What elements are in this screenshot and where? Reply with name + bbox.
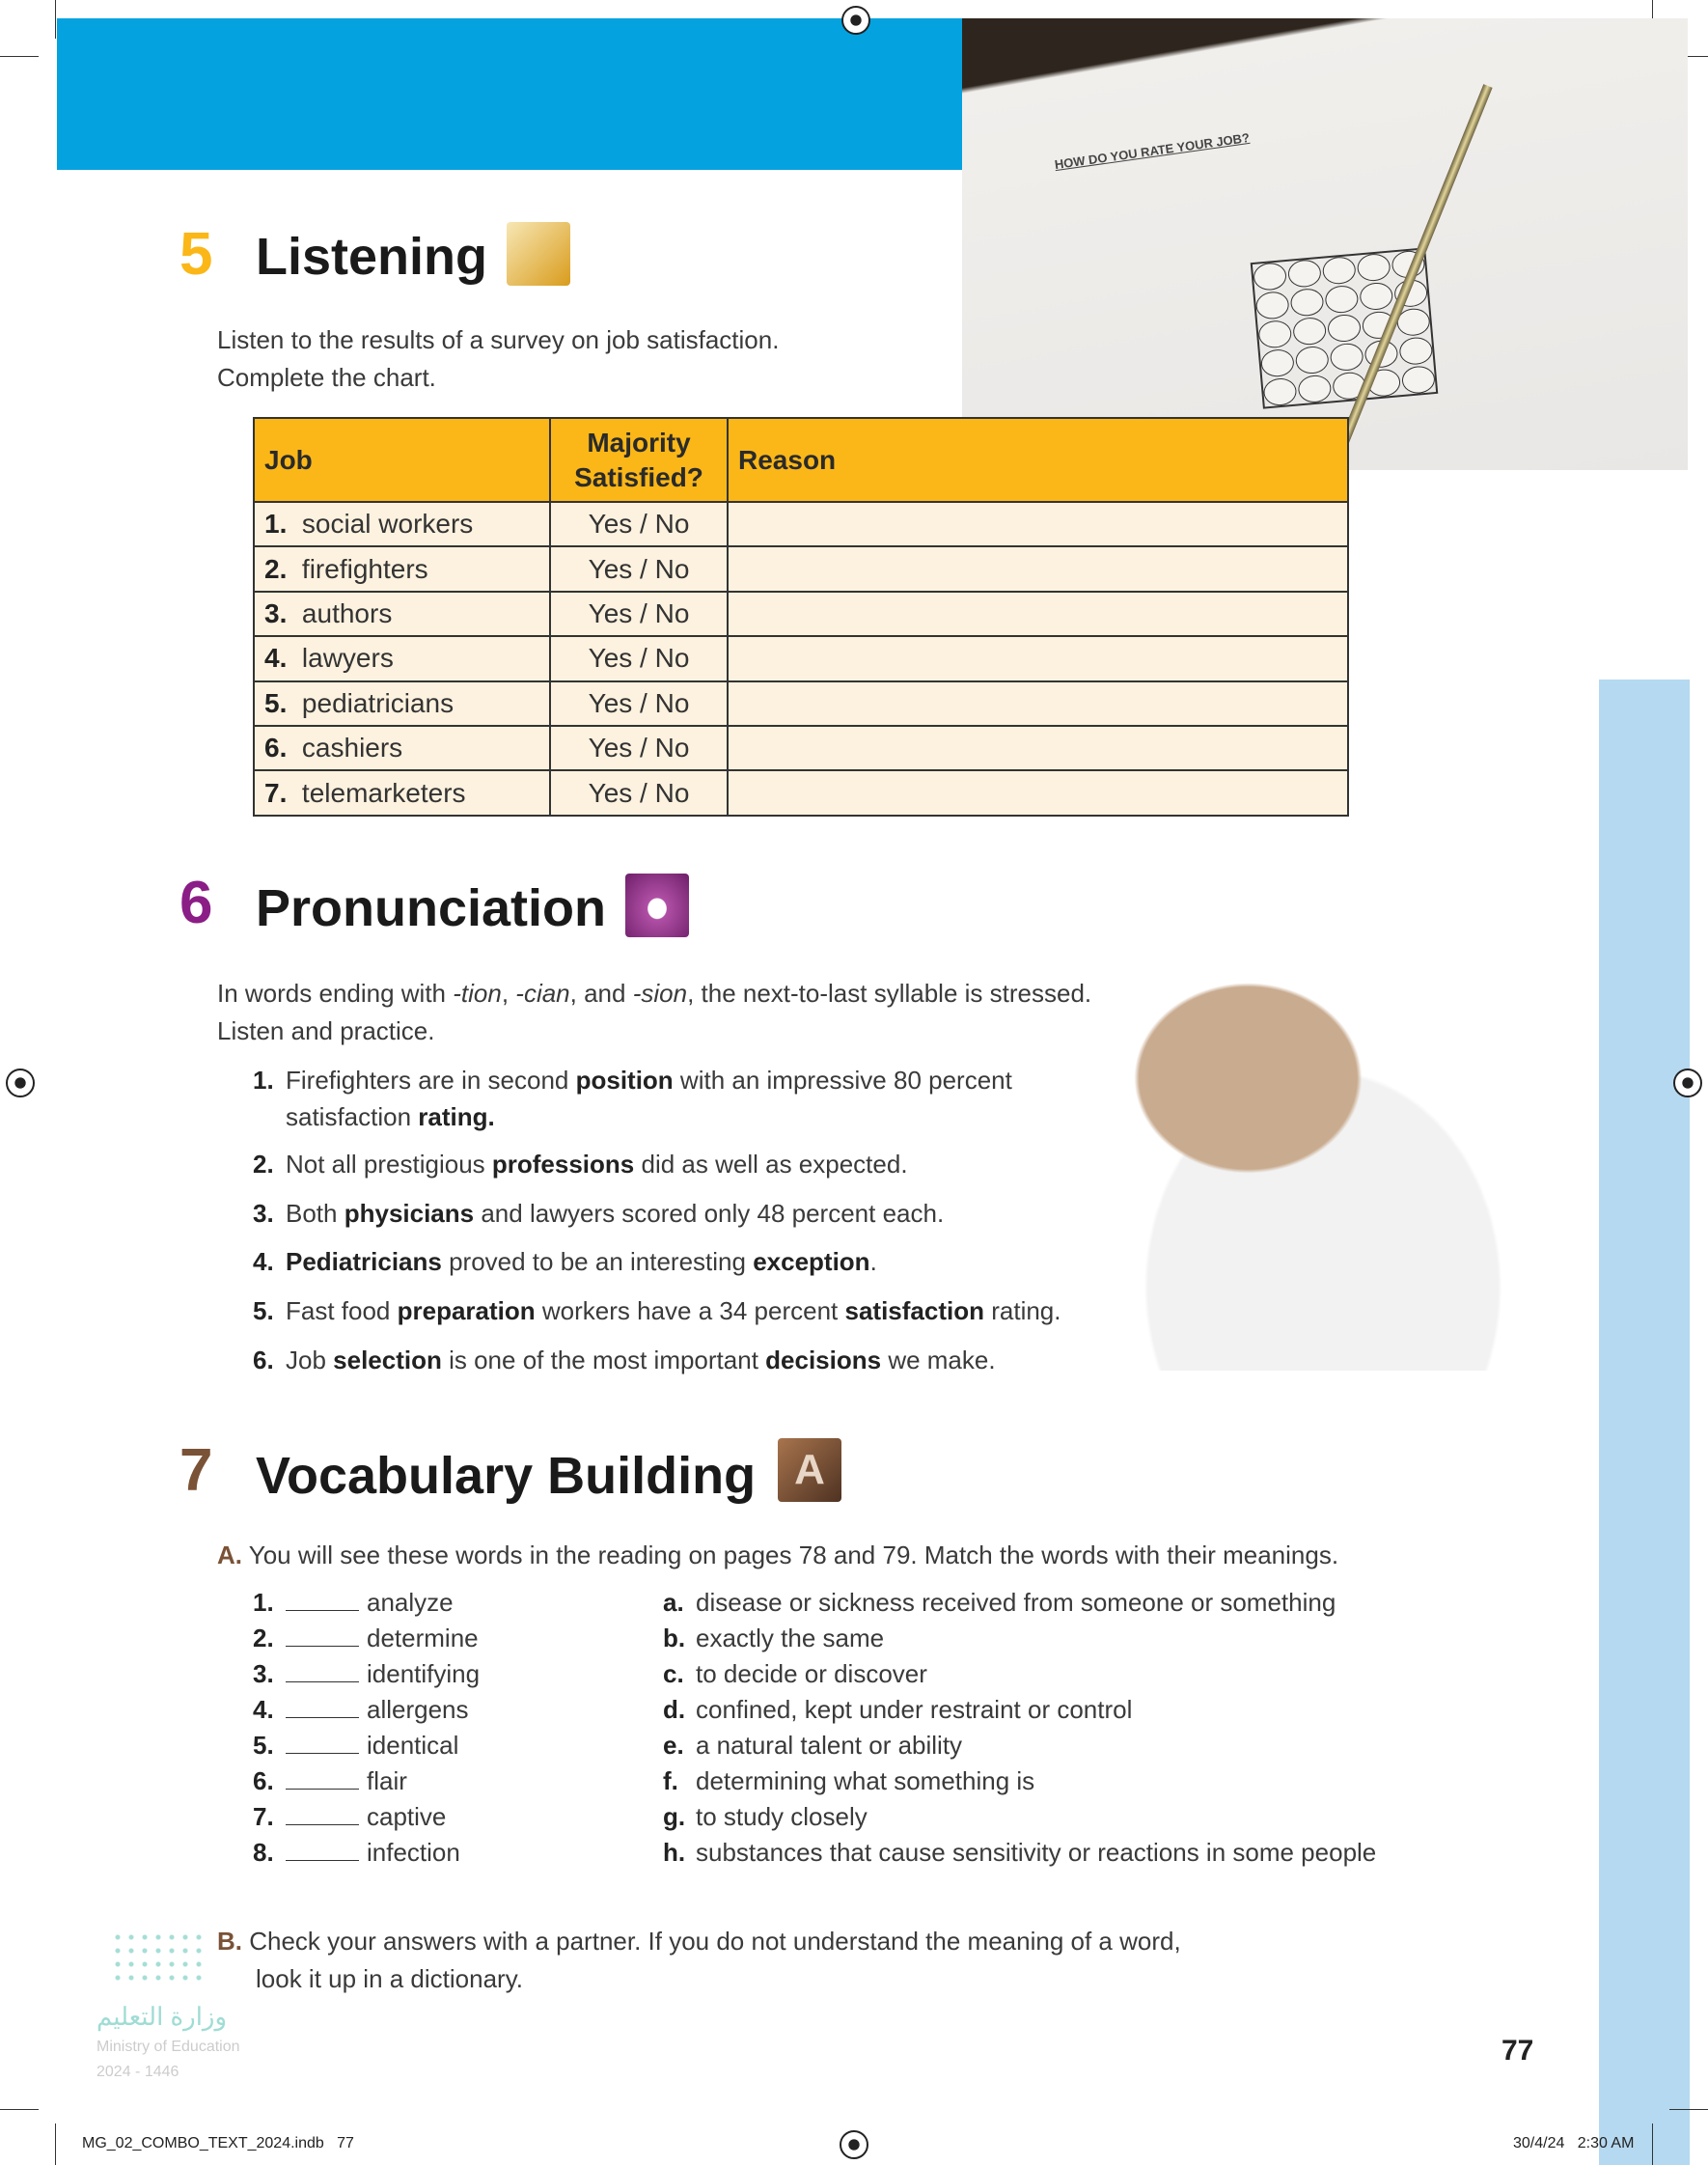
doctor-photo	[1098, 953, 1598, 1371]
vocab-meaning-item: h. substances that cause sensitivity or reactions in some people	[663, 1838, 1377, 1867]
intro-line: Listen and practice.	[217, 1016, 435, 1045]
pronunciation-intro	[217, 975, 1091, 1050]
yes-no-option[interactable]: Yes / No	[550, 546, 728, 591]
header-reason: Reason	[728, 418, 1348, 502]
job-cell: 2. firefighters	[254, 546, 550, 591]
job-cell: 1. social workers	[254, 502, 550, 546]
vocab-word-item: 6. flair	[253, 1766, 407, 1795]
reason-cell[interactable]	[728, 681, 1348, 726]
crop-mark	[55, 0, 56, 39]
survey-photo-title: HOW DO YOU RATE YOUR JOB?	[1053, 129, 1251, 173]
table-row	[254, 770, 1348, 815]
vocab-word-item: 5. identical	[253, 1731, 459, 1760]
side-strip	[1599, 680, 1690, 2165]
crop-mark	[0, 56, 39, 57]
answer-blank[interactable]	[286, 1753, 359, 1754]
instruction-line: Complete the chart.	[217, 363, 436, 392]
yes-no-option[interactable]: Yes / No	[550, 726, 728, 770]
table-row	[254, 681, 1348, 726]
reason-cell[interactable]	[728, 770, 1348, 815]
registration-mark-icon	[840, 2130, 868, 2159]
intro-line: In words ending with -tion, -cian, and -sion, the next-to-last syllable is stressed.	[217, 979, 1092, 1008]
ministry-logo-english: Ministry of Education	[96, 2039, 240, 2055]
vocab-meaning-item: f. determining what something is	[663, 1766, 1035, 1795]
vocab-meaning-item: e. a natural talent or ability	[663, 1731, 963, 1760]
section-number: 6	[179, 870, 213, 936]
header-job: Job	[254, 418, 550, 502]
footer-date: 30/4/24 2:30 AM	[1513, 2135, 1635, 2151]
table-row	[254, 592, 1348, 636]
job-cell: 5. pediatricians	[254, 681, 550, 726]
job-cell: 6. cashiers	[254, 726, 550, 770]
yes-no-option[interactable]: Yes / No	[550, 681, 728, 726]
lips-icon	[625, 874, 689, 937]
vocab-meaning-item: g. to study closely	[663, 1802, 868, 1831]
crop-mark	[55, 2123, 56, 2165]
vocab-meaning-item: a. disease or sickness received from someone or something	[663, 1588, 1336, 1617]
reason-cell[interactable]	[728, 546, 1348, 591]
answer-blank[interactable]	[286, 1717, 359, 1718]
vocab-word-item: 8. infection	[253, 1838, 460, 1867]
speaker-icon	[507, 222, 570, 286]
registration-mark-icon	[6, 1069, 35, 1097]
ministry-logo-dots	[111, 1930, 207, 1988]
section-number: 5	[179, 221, 213, 288]
yes-no-option[interactable]: Yes / No	[550, 592, 728, 636]
answer-blank[interactable]	[286, 1789, 359, 1790]
ministry-logo-year: 2024 - 1446	[96, 2064, 179, 2080]
vocab-word-item: 2. determine	[253, 1624, 479, 1652]
instruction-line: Listen to the results of a survey on job satisfaction.	[217, 325, 780, 354]
part-b-instruction: B. Check your answers with a partner. If you do not understand the meaning of a word, look it up in a dictionary.	[217, 1927, 1181, 1993]
table-row	[254, 636, 1348, 680]
job-satisfaction-table	[253, 417, 1349, 817]
vocab-word-item: 1. analyze	[253, 1588, 454, 1617]
answer-blank[interactable]	[286, 1610, 359, 1611]
footer-file: MG_02_COMBO_TEXT_2024.indb 77	[82, 2135, 354, 2151]
vocab-word-item: 3. identifying	[253, 1659, 481, 1688]
yes-no-option[interactable]: Yes / No	[550, 770, 728, 815]
section-title-pronunciation: Pronunciation	[256, 879, 606, 937]
answer-blank[interactable]	[286, 1860, 359, 1861]
answer-blank[interactable]	[286, 1681, 359, 1682]
table-row	[254, 502, 1348, 546]
vocab-word-item: 7. captive	[253, 1802, 447, 1831]
vocab-meaning-item: d. confined, kept under restraint or control	[663, 1695, 1133, 1724]
answer-blank[interactable]	[286, 1824, 359, 1825]
part-a-instruction: A. You will see these words in the reading on pages 78 and 79. Match the words with their meanings.	[217, 1540, 1339, 1569]
section-title-listening: Listening	[256, 228, 487, 286]
answer-blank[interactable]	[286, 1646, 359, 1647]
table-row	[254, 546, 1348, 591]
vocab-meaning-item: c. to decide or discover	[663, 1659, 927, 1688]
job-cell: 7. telemarketers	[254, 770, 550, 815]
reason-cell[interactable]	[728, 502, 1348, 546]
section-number: 7	[179, 1437, 213, 1504]
reason-cell[interactable]	[728, 592, 1348, 636]
table-row	[254, 726, 1348, 770]
crop-mark	[1669, 2109, 1708, 2110]
crop-mark	[0, 2109, 39, 2110]
registration-mark-icon	[841, 6, 870, 35]
section-title-vocabulary: Vocabulary Building	[256, 1447, 757, 1505]
registration-mark-icon	[1673, 1069, 1702, 1097]
crop-mark	[1652, 2123, 1653, 2165]
yes-no-option[interactable]: Yes / No	[550, 636, 728, 680]
reason-cell[interactable]	[728, 726, 1348, 770]
vocab-meaning-item: b. exactly the same	[663, 1624, 885, 1652]
listening-instructions	[217, 321, 779, 397]
job-cell: 4. lawyers	[254, 636, 550, 680]
letter-a-icon: A	[778, 1438, 841, 1502]
yes-no-option[interactable]: Yes / No	[550, 502, 728, 546]
ministry-logo-arabic: وزارة التعليم	[96, 2002, 228, 2031]
page-number: 77	[1501, 2035, 1534, 2067]
job-cell: 3. authors	[254, 592, 550, 636]
header-majority: Majority Satisfied?	[550, 418, 728, 502]
vocab-word-item: 4. allergens	[253, 1695, 469, 1724]
header-band	[57, 18, 964, 170]
reason-cell[interactable]	[728, 636, 1348, 680]
survey-photo	[962, 18, 1688, 470]
